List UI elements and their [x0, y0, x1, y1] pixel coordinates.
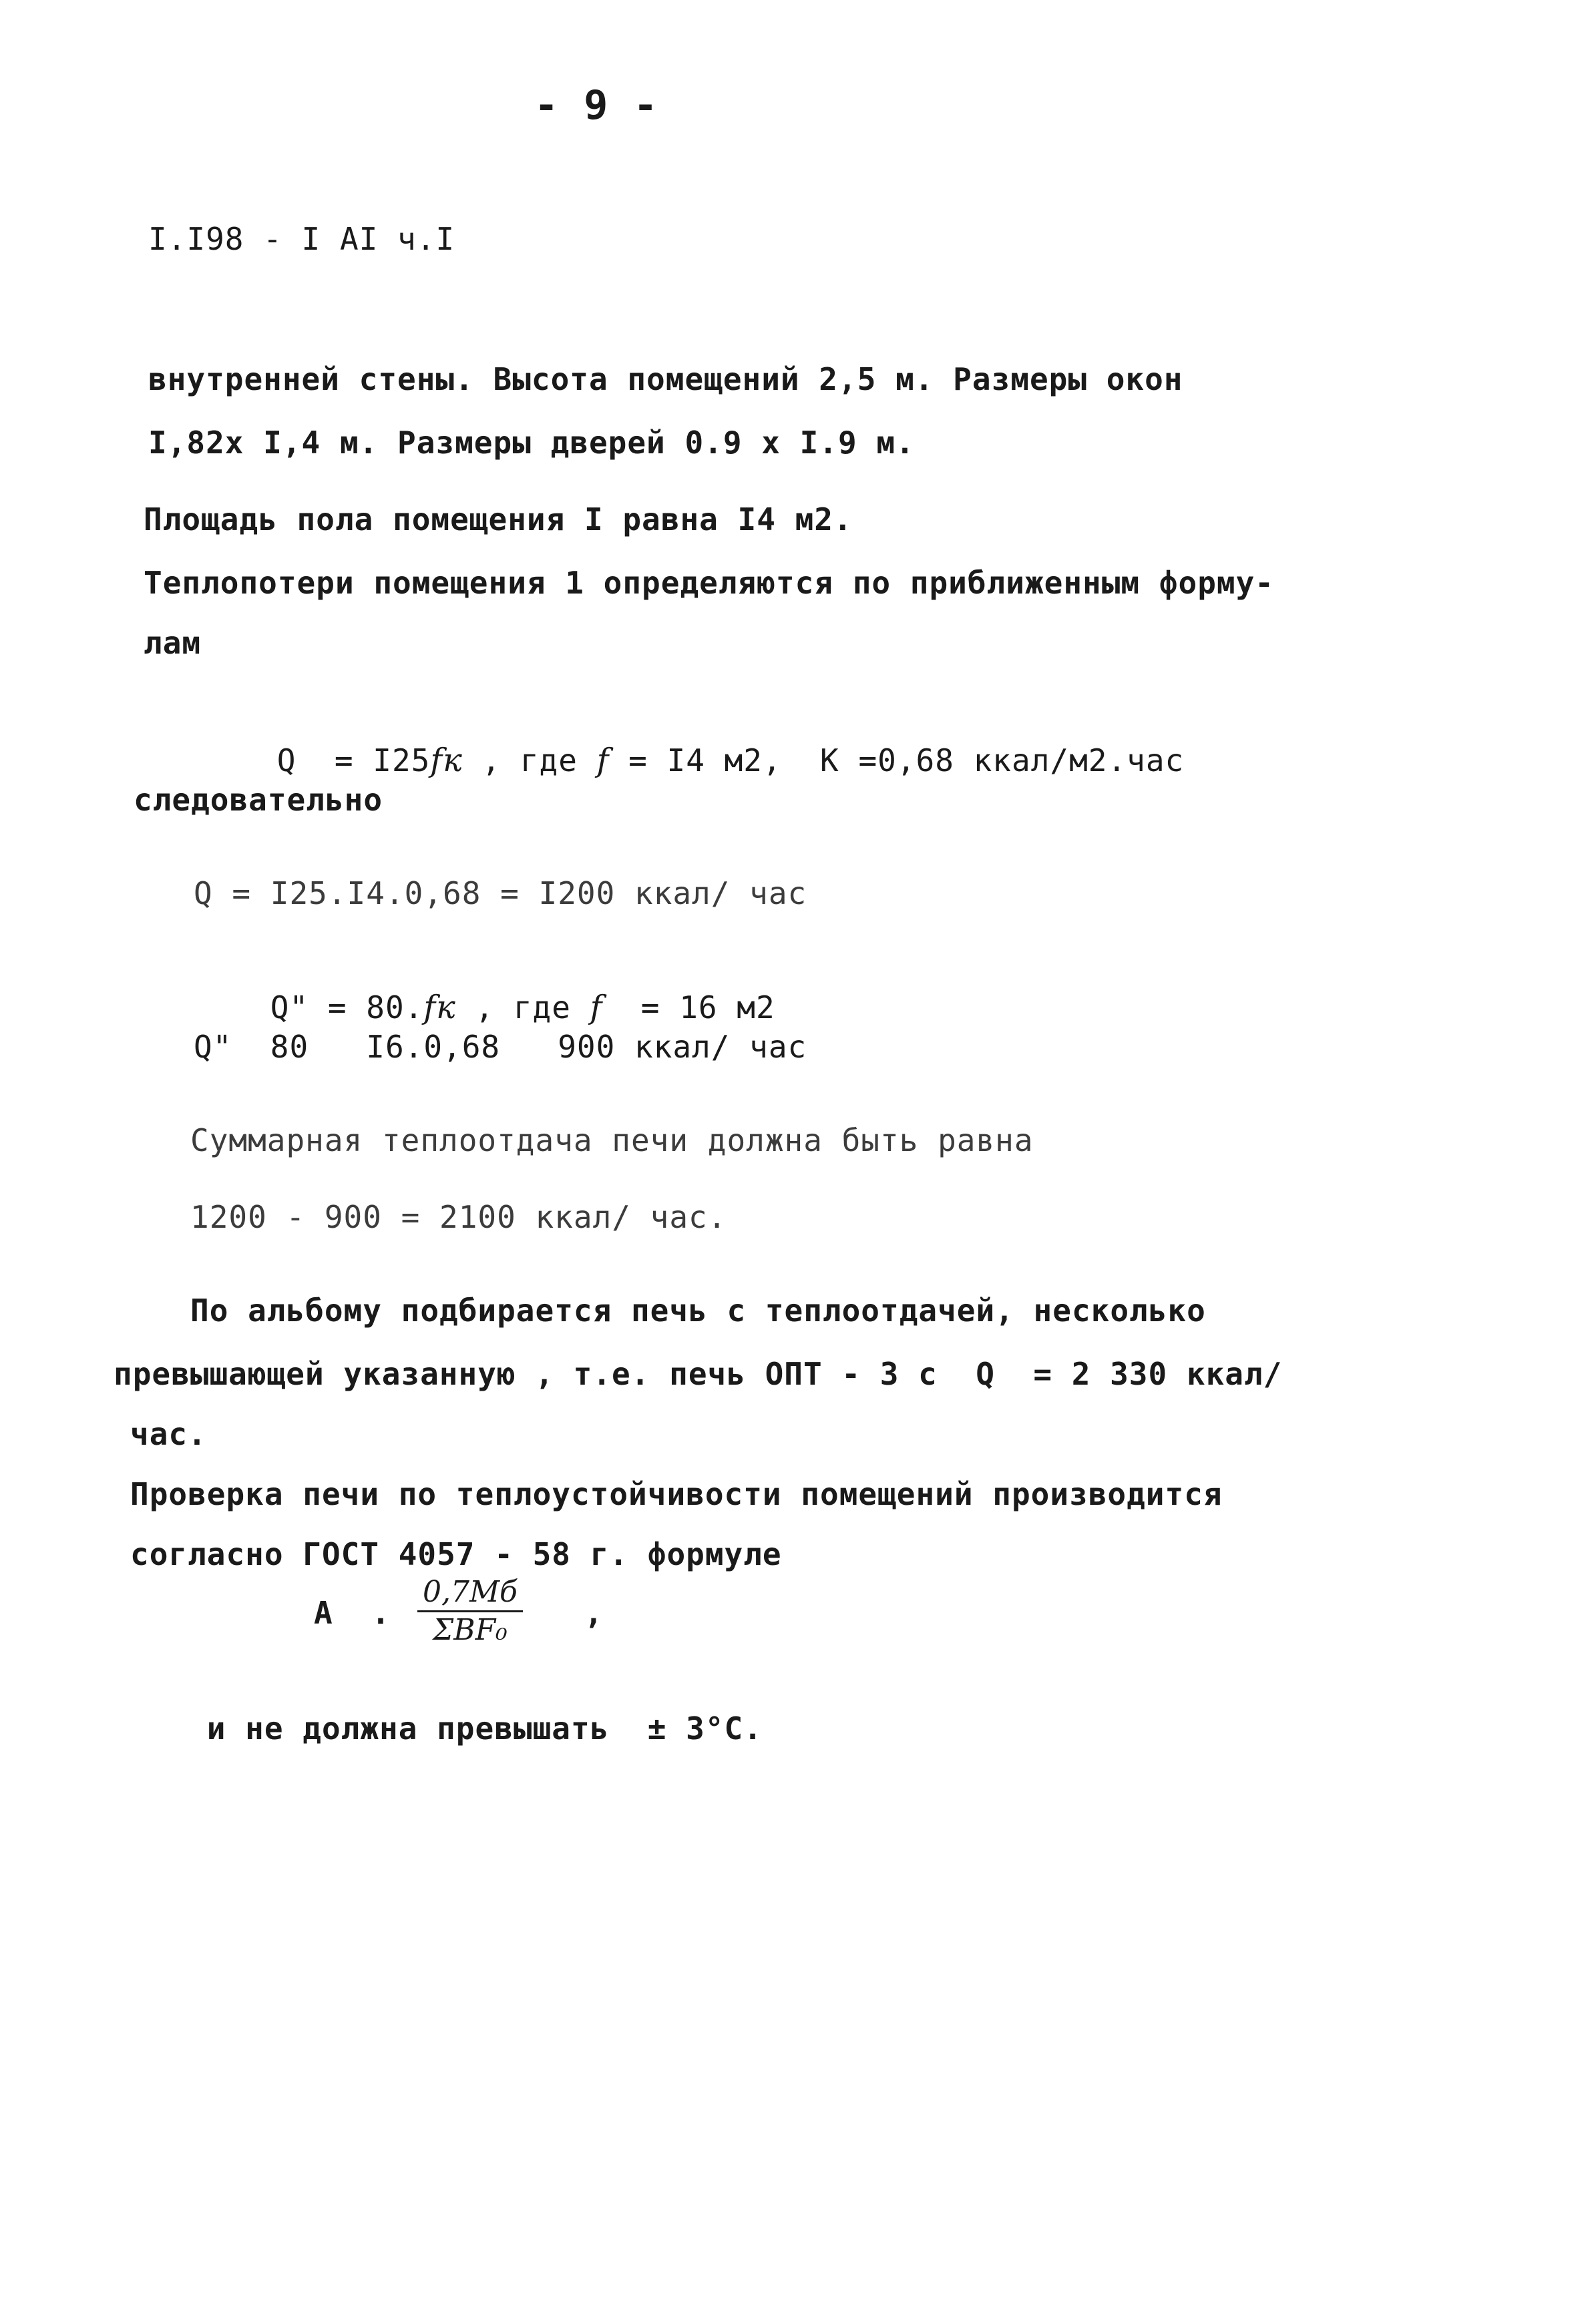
page-number: - 9 -: [534, 82, 658, 129]
formula-6-denominator: ΣBF₀: [433, 1613, 508, 1647]
text-line-3: Площадь пола помещения I равна I4 м2.: [144, 501, 853, 537]
text-line-6: следовательно: [134, 782, 383, 818]
formula-6-numerator: 0,7Mб: [417, 1576, 523, 1612]
formula-3-lhs: Q" = 80.: [270, 989, 424, 1025]
document-code: I.I98 - I AI ч.I: [148, 221, 455, 257]
formula-1-rest: = I4 м2, К =0,68 ккал/м2.час: [609, 742, 1185, 778]
text-line-11: Проверка печи по теплоустойчивости помещений производится: [130, 1476, 1223, 1512]
formula-4: Q" 80 I6.0,68 900 ккал/ час: [194, 1029, 807, 1065]
text-line-7: Суммарная теплоотдача печи должна быть равна: [190, 1122, 1034, 1158]
formula-6-lhs: A .: [314, 1595, 391, 1631]
formula-1-where: , где: [462, 742, 597, 778]
formula-3-fk: fк: [423, 989, 456, 1026]
formula-1-lhs: Q = I25: [276, 742, 431, 778]
text-line-13: [130, 1672, 763, 1785]
formula-1-f: f: [596, 742, 610, 779]
formula-2: Q = I25.I4.0,68 = I200 ккал/ час: [194, 875, 807, 911]
text-line-5: лам: [144, 625, 202, 661]
text-line-4: Теплопотери помещения 1 определяются по приближенным форму-: [144, 565, 1274, 601]
text-line-10: час.: [130, 1416, 207, 1452]
text-line-13-limit: ± 3°С.: [647, 1710, 763, 1747]
text-line-13-main: и не должна превышать: [206, 1710, 648, 1747]
formula-6-tail: ,: [584, 1595, 604, 1631]
formula-1-fk: fк: [430, 742, 463, 779]
text-line-8: По альбому подбирается печь с теплоотдачей, несколько: [190, 1293, 1206, 1329]
text-line-12: согласно ГОСТ 4057 - 58 г. формуле: [130, 1536, 782, 1572]
formula-5: 1200 - 900 = 2100 ккал/ час.: [190, 1199, 727, 1235]
text-line-9: превышающей указанную , т.е. печь ОПТ - 3 с Q = 2 330 ккал/: [114, 1356, 1283, 1392]
text-line-1: внутренней стены. Высота помещений 2,5 м. Размеры окон: [148, 361, 1183, 397]
formula-3-rest: = 16 м2: [602, 989, 775, 1025]
formula-3-where: , где: [455, 989, 590, 1025]
text-line-2: I,82x I,4 м. Размеры дверей 0.9 x I.9 м.: [148, 425, 915, 461]
formula-6-fraction: [417, 1576, 523, 1647]
formula-3-f: f: [590, 989, 603, 1026]
